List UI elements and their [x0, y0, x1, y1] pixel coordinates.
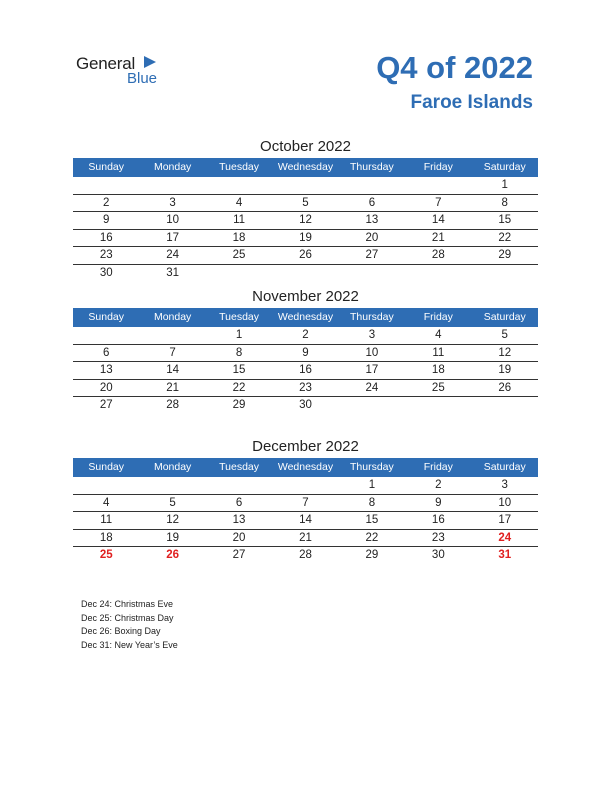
weekday-header: [73, 308, 538, 327]
day-cell: 2: [435, 479, 442, 491]
day-cell: 16: [299, 364, 312, 376]
empty-day-cell: [139, 327, 205, 344]
day-cell: 3: [368, 329, 376, 341]
empty-day-cell: [272, 177, 338, 194]
day-cell: 17: [365, 364, 379, 376]
holiday-note: Dec 25: Christmas Day: [81, 612, 174, 623]
day-cell: 24: [166, 249, 180, 261]
month-grid: [73, 477, 538, 565]
day-cell: 29: [365, 549, 379, 561]
day-cell: 21: [431, 231, 445, 244]
weekday-label: Wednesday: [277, 311, 334, 323]
day-cell: 31: [166, 266, 180, 279]
empty-day-cell: [339, 177, 405, 194]
weekday-header: [73, 158, 538, 177]
week-row: [73, 380, 538, 398]
empty-day-cell: [139, 477, 205, 494]
empty-day-cell: [272, 477, 338, 494]
empty-day-cell: [206, 477, 272, 494]
weekday-label: Monday: [153, 161, 192, 173]
day-cell: 15: [365, 514, 379, 526]
week-row: [73, 530, 538, 548]
day-cell: 23: [99, 249, 113, 261]
page-subtitle: Faroe Islands: [410, 92, 533, 113]
month-title: December 2022: [252, 438, 359, 455]
day-cell: 4: [103, 496, 110, 509]
day-cell: 25: [431, 381, 445, 394]
day-cell: 18: [431, 364, 445, 376]
month-grid: [73, 177, 538, 282]
day-cell: 3: [501, 479, 508, 491]
week-row: [73, 547, 538, 565]
week-row: [73, 327, 538, 345]
day-cell: 15: [498, 214, 512, 226]
day-cell: 30: [299, 399, 312, 411]
day-cell: 10: [365, 346, 379, 359]
day-cell: 24: [365, 381, 379, 394]
weekday-label: Saturday: [483, 311, 526, 323]
empty-day-cell: [405, 177, 471, 194]
day-cell: 29: [232, 399, 246, 411]
day-cell: 13: [99, 364, 113, 376]
day-cell: 27: [232, 549, 246, 561]
weekday-label: Friday: [423, 311, 453, 323]
day-cell: 16: [431, 514, 445, 526]
day-cell: 5: [501, 329, 508, 341]
day-cell: 12: [166, 514, 180, 526]
day-cell: 31: [498, 549, 512, 561]
month-title: November 2022: [252, 288, 359, 305]
day-cell: 26: [166, 549, 180, 561]
empty-day-cell: [472, 397, 538, 415]
weekday-header: [73, 458, 538, 477]
weekday-label: Sunday: [88, 311, 125, 323]
day-cell: 2: [103, 196, 110, 209]
day-cell: 18: [99, 531, 113, 544]
day-cell: 27: [365, 249, 379, 261]
day-cell: 6: [103, 346, 110, 359]
day-cell: 26: [299, 249, 312, 261]
day-cell: 12: [299, 214, 312, 226]
week-row: [73, 495, 538, 513]
day-cell: 28: [431, 249, 445, 261]
day-cell: 9: [302, 346, 309, 359]
holiday-note: Dec 26: Boxing Day: [81, 626, 161, 636]
day-cell: 22: [232, 381, 246, 394]
holiday-note: Dec 31: New Year’s Eve: [81, 639, 178, 650]
day-cell: 19: [166, 531, 180, 544]
empty-day-cell: [206, 265, 272, 283]
day-cell: 11: [432, 346, 445, 359]
empty-day-cell: [339, 397, 405, 415]
day-cell: 19: [299, 231, 312, 244]
day-cell: 10: [166, 214, 180, 226]
weekday-label: Saturday: [483, 461, 526, 473]
holiday-note: Dec 24: Christmas Eve: [81, 599, 174, 609]
empty-day-cell: [339, 265, 405, 283]
day-cell: 1: [235, 329, 243, 341]
day-cell: 26: [498, 381, 512, 394]
weekday-label: Thursday: [350, 311, 394, 323]
logo-text-general: General: [76, 54, 136, 73]
week-row: [73, 212, 538, 230]
week-row: [73, 230, 538, 248]
day-cell: 14: [431, 214, 445, 226]
empty-day-cell: [206, 177, 272, 194]
day-cell: 23: [299, 381, 312, 394]
day-cell: 28: [166, 399, 180, 411]
month-grid: [73, 327, 538, 415]
weekday-label: Thursday: [350, 161, 394, 173]
day-cell: 17: [498, 514, 512, 526]
day-cell: 22: [498, 231, 512, 244]
day-cell: 20: [232, 531, 246, 544]
empty-day-cell: [405, 265, 471, 283]
empty-day-cell: [73, 177, 139, 194]
empty-day-cell: [73, 327, 139, 344]
day-cell: 21: [299, 531, 312, 544]
holiday-notes: [81, 598, 178, 652]
weekday-label: Tuesday: [219, 311, 259, 323]
weekday-label: Sunday: [88, 161, 125, 173]
generalblue-logo: [76, 54, 176, 88]
day-cell: 10: [498, 496, 512, 509]
day-cell: 4: [235, 196, 243, 209]
logo-text-blue: Blue: [127, 70, 158, 87]
weekday-label: Thursday: [350, 461, 394, 473]
day-cell: 11: [233, 214, 246, 226]
day-cell: 7: [169, 346, 176, 359]
empty-day-cell: [405, 397, 471, 415]
day-cell: 30: [431, 549, 445, 561]
weekday-label: Tuesday: [219, 161, 259, 173]
weekday-label: Wednesday: [277, 161, 334, 173]
page-title: Q4 of 2022: [376, 50, 533, 85]
week-row: [73, 362, 538, 380]
day-cell: 19: [498, 364, 512, 376]
day-cell: 5: [302, 196, 309, 209]
weekday-label: Saturday: [483, 161, 526, 173]
day-cell: 8: [368, 496, 376, 509]
week-row: [73, 247, 538, 265]
logo-flag-icon: [144, 56, 156, 68]
day-cell: 25: [99, 549, 113, 561]
weekday-label: Tuesday: [219, 461, 259, 473]
empty-day-cell: [472, 265, 538, 283]
day-cell: 6: [368, 196, 376, 209]
month-december: [73, 436, 538, 565]
day-cell: 23: [431, 531, 445, 544]
day-cell: 21: [166, 381, 180, 394]
weekday-label: Friday: [423, 461, 453, 473]
day-cell: 14: [166, 364, 180, 376]
week-row: [73, 195, 538, 213]
day-cell: 20: [99, 381, 113, 394]
day-cell: 8: [501, 196, 508, 209]
day-cell: 8: [235, 346, 243, 359]
month-october: [73, 136, 538, 282]
day-cell: 3: [169, 196, 176, 209]
day-cell: 14: [299, 514, 312, 526]
month-title: October 2022: [260, 138, 351, 155]
day-cell: 7: [302, 496, 309, 509]
day-cell: 27: [99, 399, 113, 411]
day-cell: 7: [435, 196, 442, 209]
day-cell: 9: [435, 496, 442, 509]
empty-day-cell: [139, 177, 205, 194]
week-row: [73, 512, 538, 530]
day-cell: 2: [302, 329, 309, 341]
day-cell: 15: [232, 364, 246, 376]
day-cell: 12: [498, 346, 512, 359]
day-cell: 24: [498, 531, 512, 544]
day-cell: 22: [365, 531, 379, 544]
weekday-label: Friday: [423, 161, 453, 173]
empty-day-cell: [73, 477, 139, 494]
week-row: [73, 177, 538, 195]
day-cell: 28: [299, 549, 312, 561]
day-cell: 16: [99, 231, 113, 244]
day-cell: 18: [232, 231, 246, 244]
week-row: [73, 345, 538, 363]
week-row: [73, 397, 538, 415]
weekday-label: Monday: [153, 461, 192, 473]
weekday-label: Wednesday: [277, 461, 334, 473]
weekday-label: Monday: [153, 311, 192, 323]
weekday-label: Sunday: [88, 461, 125, 473]
day-cell: 17: [166, 231, 180, 244]
day-cell: 6: [235, 496, 243, 509]
day-cell: 30: [99, 266, 113, 279]
day-cell: 9: [103, 214, 110, 226]
day-cell: 29: [498, 249, 512, 261]
day-cell: 13: [365, 214, 379, 226]
month-november: [73, 286, 538, 415]
week-row: [73, 477, 538, 495]
day-cell: 1: [501, 179, 508, 191]
day-cell: 5: [169, 496, 176, 509]
day-cell: 20: [365, 231, 379, 244]
week-row: [73, 265, 538, 283]
day-cell: 25: [232, 249, 246, 261]
empty-day-cell: [272, 265, 338, 283]
day-cell: 13: [232, 514, 246, 526]
day-cell: 11: [100, 514, 113, 526]
day-cell: 4: [435, 329, 442, 341]
day-cell: 1: [368, 479, 376, 491]
